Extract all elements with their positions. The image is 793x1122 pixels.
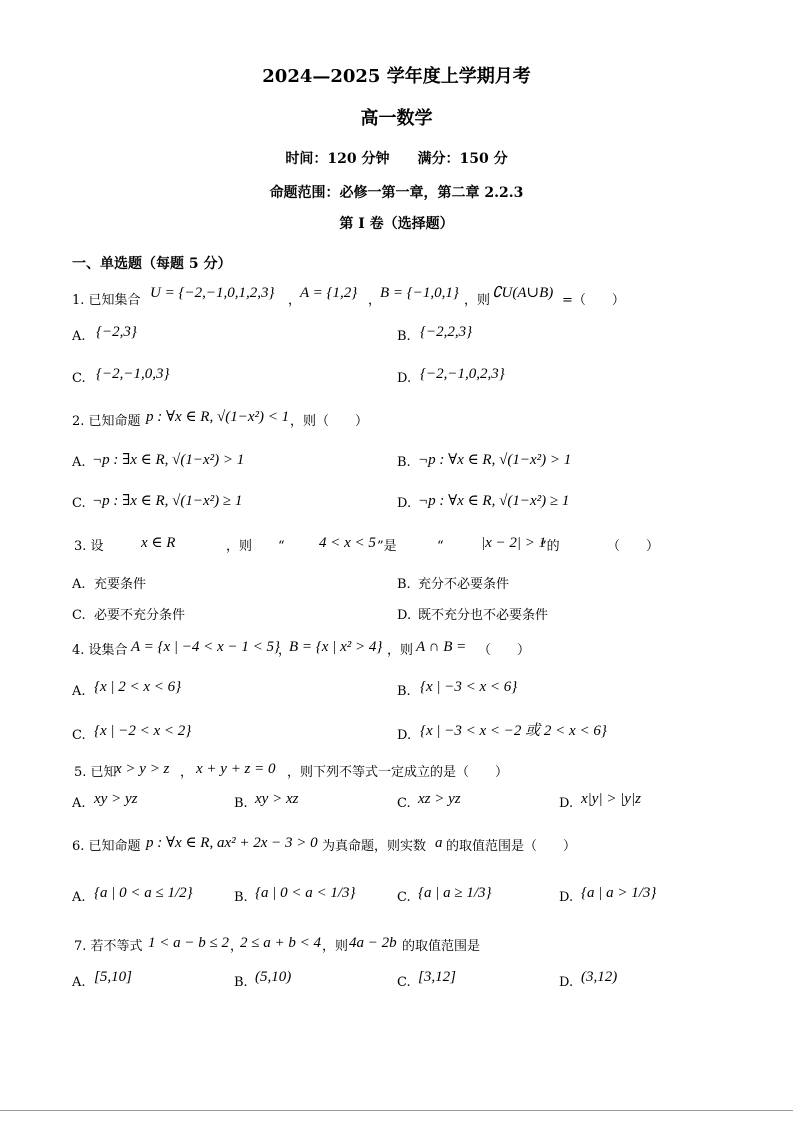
question-stem: ，则下列不等式一定成立的是（ ） bbox=[287, 765, 509, 780]
question-stem: =（ ） bbox=[562, 293, 625, 308]
question-math: p : ∀x ∈ R, √(1−x²) < 1 bbox=[146, 409, 290, 425]
option-value: {x | −3 < x < −2 或 2 < x < 6} bbox=[420, 723, 607, 739]
option-value: {x | 2 < x < 6} bbox=[94, 679, 182, 695]
question-stem: ，则 bbox=[464, 293, 491, 308]
question-math: B = {x | x² > 4} bbox=[289, 639, 383, 655]
question-stem: “ bbox=[278, 539, 285, 554]
option-label: B. bbox=[397, 329, 411, 344]
question-math: |x − 2| > 1 bbox=[481, 535, 547, 551]
exam-title: 2024—2025 学年度上学期月考 bbox=[262, 66, 531, 87]
option-label: C. bbox=[72, 371, 86, 386]
question-math: B = {−1,0,1} bbox=[380, 285, 459, 301]
option-label: A. bbox=[72, 577, 86, 592]
option-value: ¬p : ∀x ∈ R, √(1−x²) > 1 bbox=[418, 452, 572, 468]
question-stem: ”的 bbox=[540, 539, 560, 554]
option-value: {−2,−1,0,3} bbox=[96, 366, 170, 382]
option-label: B. bbox=[397, 455, 411, 470]
question-stem: （ ） bbox=[607, 539, 660, 554]
option-value: (5,10) bbox=[255, 969, 292, 985]
question-stem: 5. 已知 bbox=[74, 765, 117, 780]
option-value: {a | a > 1/3} bbox=[581, 885, 657, 901]
question-stem: 7. 若不等式 bbox=[74, 939, 143, 954]
question-stem: ”是 bbox=[377, 539, 397, 554]
question-stem: ， bbox=[180, 765, 194, 780]
option-value: {a | 0 < a < 1/3} bbox=[255, 885, 356, 901]
question-math: 4 < x < 5 bbox=[319, 535, 376, 551]
option-value: xz > yz bbox=[418, 791, 461, 807]
option-label: B. bbox=[234, 975, 248, 990]
question-stem: （ ） bbox=[478, 643, 531, 658]
question-stem: 为真命题，则实数 bbox=[322, 839, 427, 854]
option-value: xy > yz bbox=[94, 791, 138, 807]
option-value: ¬p : ∃x ∈ R, √(1−x²) ≥ 1 bbox=[92, 493, 243, 509]
question-stem: ， bbox=[288, 293, 302, 308]
option-value: {a | a ≥ 1/3} bbox=[418, 885, 492, 901]
option-value: [3,12] bbox=[418, 969, 456, 985]
option-value: {a | 0 < a ≤ 1/2} bbox=[94, 885, 193, 901]
option-value: ¬p : ∃x ∈ R, √(1−x²) > 1 bbox=[92, 452, 245, 468]
question-stem: 6. 已知命题 bbox=[72, 839, 141, 854]
option-label: C. bbox=[72, 496, 86, 511]
question-math: U = {−2,−1,0,1,2,3} bbox=[150, 285, 275, 301]
question-math: A ∩ B = bbox=[416, 639, 467, 655]
option-value: x|y| > |y|z bbox=[581, 791, 641, 807]
option-label: A. bbox=[72, 329, 86, 344]
question-stem: 2. 已知命题 bbox=[72, 414, 141, 429]
option-label: B. bbox=[234, 890, 248, 905]
option-label: A. bbox=[72, 455, 86, 470]
option-value: {x | −3 < x < 6} bbox=[420, 679, 518, 695]
option-value: 既不充分也不必要条件 bbox=[418, 608, 549, 623]
question-stem: 1. 已知集合 bbox=[72, 293, 141, 308]
question-math: A = {1,2} bbox=[300, 285, 358, 301]
option-label: A. bbox=[72, 890, 86, 905]
question-stem: 的取值范围是（ ） bbox=[446, 839, 577, 854]
section-title: 一、单选题（每题 5 分） bbox=[72, 256, 232, 272]
question-math: ∁U(A∪B) bbox=[492, 285, 554, 301]
option-label: C. bbox=[72, 608, 86, 623]
option-label: A. bbox=[72, 975, 86, 990]
question-math: 1 < a − b ≤ 2 bbox=[148, 935, 229, 951]
option-label: A. bbox=[72, 684, 86, 699]
option-label: B. bbox=[397, 577, 411, 592]
question-stem: “ bbox=[437, 539, 444, 554]
option-value: {−2,3} bbox=[96, 324, 137, 340]
question-stem: ，则 bbox=[387, 643, 414, 658]
question-stem: ，则 bbox=[226, 539, 253, 554]
option-value: [5,10] bbox=[94, 969, 132, 985]
option-label: C. bbox=[397, 975, 411, 990]
time-score-line: 时间：120 分钟 满分：150 分 bbox=[285, 151, 508, 167]
option-value: {−2,−1,0,2,3} bbox=[420, 366, 505, 382]
option-label: D. bbox=[397, 728, 412, 743]
question-stem: ，则 bbox=[322, 939, 349, 954]
option-label: C. bbox=[397, 890, 411, 905]
option-value: {x | −2 < x < 2} bbox=[94, 723, 192, 739]
page-bottom-border bbox=[0, 1110, 793, 1111]
volume-line: 第 I 卷（选择题） bbox=[339, 216, 454, 232]
question-stem: ， bbox=[368, 293, 382, 308]
option-label: A. bbox=[72, 796, 86, 811]
option-label: C. bbox=[397, 796, 411, 811]
question-stem: ，则（ ） bbox=[290, 414, 369, 429]
question-stem: 4. 设集合 bbox=[72, 643, 128, 658]
question-math: a bbox=[435, 835, 443, 851]
subject-title: 高一数学 bbox=[360, 108, 433, 129]
question-math: A = {x | −4 < x − 1 < 5} bbox=[131, 639, 280, 655]
option-label: C. bbox=[72, 728, 86, 743]
option-label: D. bbox=[397, 496, 412, 511]
option-label: D. bbox=[559, 890, 574, 905]
option-value: (3,12) bbox=[581, 969, 618, 985]
option-label: D. bbox=[559, 975, 574, 990]
option-label: D. bbox=[397, 608, 412, 623]
option-value: {−2,2,3} bbox=[420, 324, 473, 340]
option-value: 必要不充分条件 bbox=[94, 608, 186, 623]
question-math: 2 ≤ a + b < 4 bbox=[240, 935, 321, 951]
option-label: B. bbox=[397, 684, 411, 699]
question-stem: ， bbox=[278, 643, 292, 658]
option-value: 充分不必要条件 bbox=[418, 577, 510, 592]
question-stem: ， bbox=[230, 939, 244, 954]
scope-line: 命题范围：必修一第一章，第二章 2.2.3 bbox=[269, 185, 524, 201]
option-label: B. bbox=[234, 796, 248, 811]
question-math: x + y + z = 0 bbox=[196, 761, 276, 777]
question-stem: 的取值范围是 bbox=[402, 939, 481, 954]
question-math: 4a − 2b bbox=[349, 935, 397, 951]
question-math: x > y > z bbox=[115, 761, 170, 777]
option-value: 充要条件 bbox=[94, 577, 147, 592]
option-label: D. bbox=[559, 796, 574, 811]
question-math: p : ∀x ∈ R, ax² + 2x − 3 > 0 bbox=[146, 835, 318, 851]
option-value: xy > xz bbox=[255, 791, 299, 807]
option-value: ¬p : ∀x ∈ R, √(1−x²) ≥ 1 bbox=[418, 493, 570, 509]
question-stem: 3. 设 bbox=[74, 539, 104, 554]
option-label: D. bbox=[397, 371, 412, 386]
question-math: x ∈ R bbox=[141, 535, 176, 551]
